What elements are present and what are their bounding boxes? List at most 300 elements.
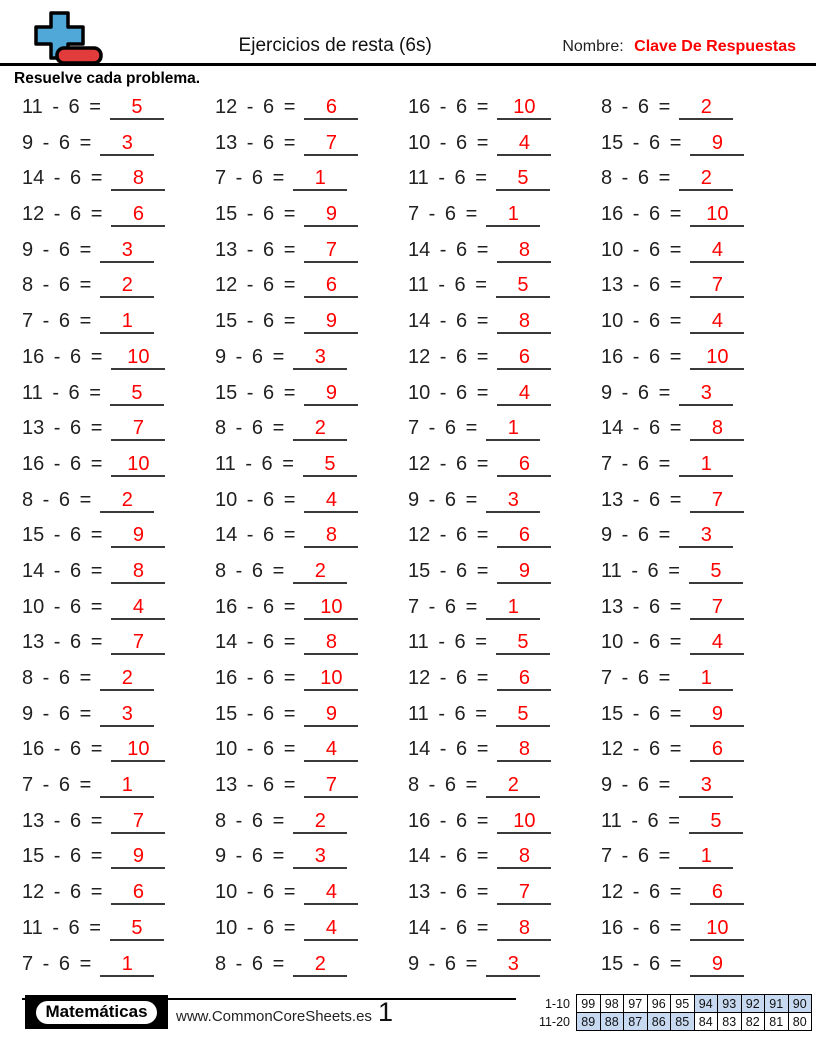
answer-blank xyxy=(497,96,551,120)
answer-value: 9 xyxy=(325,310,337,333)
answer-value: 8 xyxy=(518,916,530,939)
answer-value: 6 xyxy=(132,203,144,226)
answer-blank xyxy=(497,453,551,477)
problem-expression: 14 - 6 = xyxy=(408,738,489,761)
problem xyxy=(22,703,215,739)
answer-blank xyxy=(304,703,358,727)
page-number: 1 xyxy=(378,997,394,1027)
problem-expression: 8 - 6 = xyxy=(601,167,671,190)
answer-value: 10 xyxy=(706,203,729,226)
answer-value: 8 xyxy=(518,310,530,333)
problem-expression: 9 - 6 = xyxy=(215,345,285,368)
score-cell: 88 xyxy=(600,1013,624,1031)
answer-value: 3 xyxy=(121,702,133,725)
problem xyxy=(601,167,794,203)
problem-expression: 13 - 6 = xyxy=(22,809,103,832)
problem-expression: 11 - 6 = xyxy=(408,702,487,725)
answer-blank xyxy=(690,953,744,977)
problem xyxy=(22,203,215,239)
problem-expression: 13 - 6 = xyxy=(22,631,103,654)
problem xyxy=(601,132,794,168)
answer-blank xyxy=(111,417,165,441)
answer-value: 4 xyxy=(325,881,337,904)
answer-value: 10 xyxy=(320,667,343,689)
answer-blank xyxy=(690,132,744,156)
answer-blank xyxy=(110,382,164,406)
problem-expression: 10 - 6 = xyxy=(601,238,682,261)
problem-expression: 10 - 6 = xyxy=(215,916,296,939)
answer-value: 6 xyxy=(711,738,723,761)
problem-expression: 7 - 6 = xyxy=(601,667,671,689)
score-cell: 99 xyxy=(577,995,601,1013)
answer-value: 3 xyxy=(700,524,712,547)
answer-value: 5 xyxy=(710,809,722,832)
problem xyxy=(408,774,601,810)
problem xyxy=(408,239,601,275)
answer-blank xyxy=(486,774,540,798)
problem-expression: 10 - 6 = xyxy=(215,881,296,904)
problem xyxy=(22,810,215,846)
answer-value: 7 xyxy=(132,417,144,440)
problem-expression: 8 - 6 = xyxy=(601,96,671,118)
problem xyxy=(408,96,601,132)
answer-value: 7 xyxy=(132,809,144,832)
answer-blank xyxy=(304,917,358,941)
problem-expression: 15 - 6 = xyxy=(601,952,682,975)
problem xyxy=(408,667,601,703)
answer-blank xyxy=(497,382,551,406)
answer-blank xyxy=(690,631,744,655)
problem-expression: 16 - 6 = xyxy=(601,345,682,368)
answer-blank xyxy=(293,417,347,441)
name-label: Nombre: xyxy=(562,38,624,55)
answer-value: 5 xyxy=(517,631,529,654)
answer-blank xyxy=(497,881,551,905)
problem-expression: 16 - 6 = xyxy=(408,809,489,832)
answer-blank xyxy=(304,881,358,905)
score-cell: 96 xyxy=(647,995,671,1013)
problem-expression: 11 - 6 = xyxy=(601,809,680,832)
problem xyxy=(408,596,601,632)
answer-blank xyxy=(100,239,154,263)
problem xyxy=(601,596,794,632)
problem xyxy=(601,631,794,667)
answer-blank xyxy=(690,417,744,441)
answer-value: 7 xyxy=(325,774,337,797)
score-cell: 98 xyxy=(600,995,624,1013)
problem xyxy=(215,524,408,560)
answer-blank xyxy=(304,738,358,762)
problem xyxy=(408,953,601,989)
answer-value: 4 xyxy=(518,131,530,154)
answer-value: 5 xyxy=(131,96,143,118)
problem xyxy=(215,631,408,667)
problem-expression: 16 - 6 = xyxy=(22,452,103,475)
logo-svg xyxy=(24,10,108,66)
answer-value: 10 xyxy=(127,738,150,761)
problem-expression: 9 - 6 = xyxy=(408,488,478,511)
problem-expression: 15 - 6 = xyxy=(601,702,682,725)
answer-blank xyxy=(496,631,550,655)
answer-value: 4 xyxy=(711,631,723,654)
answer-blank xyxy=(111,810,165,834)
answer-blank xyxy=(293,560,347,584)
answer-blank xyxy=(497,738,551,762)
problem-expression: 14 - 6 = xyxy=(601,417,682,440)
problem-expression: 9 - 6 = xyxy=(22,238,92,261)
problem xyxy=(22,631,215,667)
answer-value: 2 xyxy=(507,774,519,797)
problem-expression: 8 - 6 = xyxy=(22,488,92,511)
problem-expression: 16 - 6 = xyxy=(601,203,682,226)
answer-blank xyxy=(111,881,165,905)
answer-value: 3 xyxy=(507,488,519,511)
answer-value: 1 xyxy=(121,952,133,975)
answer-blank xyxy=(690,239,744,263)
answer-blank xyxy=(110,96,164,120)
score-cell: 93 xyxy=(718,995,742,1013)
problem xyxy=(215,774,408,810)
answer-value: 2 xyxy=(121,274,133,297)
answer-blank xyxy=(497,239,551,263)
problem-expression: 16 - 6 = xyxy=(408,96,489,118)
instruction-text: Resuelve cada problema. xyxy=(14,70,201,87)
answer-blank xyxy=(100,489,154,513)
problem-expression: 8 - 6 = xyxy=(408,774,478,797)
answer-blank xyxy=(304,382,358,406)
problem-expression: 12 - 6 = xyxy=(408,345,489,368)
answer-blank xyxy=(304,489,358,513)
answer-value: 6 xyxy=(325,96,337,118)
answer-blank xyxy=(497,524,551,548)
answer-blank xyxy=(679,96,733,120)
problem xyxy=(408,310,601,346)
answer-blank xyxy=(304,274,358,298)
problem-expression: 16 - 6 = xyxy=(22,738,103,761)
problem-expression: 10 - 6 = xyxy=(22,595,103,618)
answer-blank xyxy=(304,310,358,334)
answer-value: 10 xyxy=(706,916,729,939)
problem-expression: 13 - 6 = xyxy=(408,881,489,904)
problem-expression: 7 - 6 = xyxy=(601,845,671,868)
answer-blank xyxy=(496,167,550,191)
score-cell: 82 xyxy=(741,1013,765,1031)
problem-expression: 11 - 6 = xyxy=(22,96,101,118)
problem xyxy=(22,738,215,774)
page-title: Ejercicios de resta (6s) xyxy=(238,35,432,56)
problem-expression: 13 - 6 = xyxy=(22,417,103,440)
answer-value: 9 xyxy=(325,381,337,404)
answer-value: 9 xyxy=(711,702,723,725)
problem-expression: 14 - 6 = xyxy=(22,167,103,190)
answer-value: 1 xyxy=(507,203,519,226)
answer-value: 7 xyxy=(325,131,337,154)
problem xyxy=(601,917,794,953)
problem-expression: 7 - 6 = xyxy=(601,452,671,475)
answer-blank xyxy=(497,810,551,834)
problem-expression: 9 - 6 = xyxy=(215,845,285,868)
answer-value: 10 xyxy=(513,96,536,118)
name-value: Clave De Respuestas xyxy=(634,38,796,55)
problem-expression: 9 - 6 = xyxy=(22,131,92,154)
problem xyxy=(408,703,601,739)
problem xyxy=(22,560,215,596)
answer-value: 9 xyxy=(132,524,144,547)
score-row-label: 11-20 xyxy=(538,1014,570,1029)
problem xyxy=(408,845,601,881)
answer-blank xyxy=(690,703,744,727)
problem-expression: 12 - 6 = xyxy=(408,667,489,689)
answer-value: 5 xyxy=(517,274,529,297)
answer-value: 4 xyxy=(325,916,337,939)
answer-blank xyxy=(304,667,358,691)
answer-value: 4 xyxy=(325,488,337,511)
problem xyxy=(22,774,215,810)
answer-value: 7 xyxy=(711,274,723,297)
problem-expression: 15 - 6 = xyxy=(601,131,682,154)
answer-value: 8 xyxy=(132,559,144,582)
score-cell: 97 xyxy=(624,995,648,1013)
answer-value: 9 xyxy=(325,203,337,226)
answer-value: 4 xyxy=(518,381,530,404)
score-table-body xyxy=(535,995,812,1031)
answer-value: 8 xyxy=(518,738,530,761)
problem-expression: 15 - 6 = xyxy=(215,381,296,404)
problem-expression: 16 - 6 = xyxy=(601,916,682,939)
problem-expression: 7 - 6 = xyxy=(22,952,92,975)
answer-value: 8 xyxy=(711,417,723,440)
problem xyxy=(601,453,794,489)
answer-blank xyxy=(293,953,347,977)
problem xyxy=(22,274,215,310)
answer-value: 3 xyxy=(121,238,133,261)
answer-blank xyxy=(690,489,744,513)
answer-blank xyxy=(111,524,165,548)
name-area xyxy=(562,38,796,59)
answer-value: 9 xyxy=(711,952,723,975)
problem-expression: 7 - 6 = xyxy=(408,595,478,618)
problem-expression: 12 - 6 = xyxy=(601,738,682,761)
problem xyxy=(215,881,408,917)
answer-blank xyxy=(690,203,744,227)
answer-blank xyxy=(486,953,540,977)
score-cell: 80 xyxy=(788,1013,812,1031)
answer-blank xyxy=(679,774,733,798)
problem xyxy=(215,346,408,382)
problem-expression: 11 - 6 = xyxy=(408,631,487,654)
problem xyxy=(408,489,601,525)
problem xyxy=(22,96,215,132)
answer-value: 7 xyxy=(132,631,144,654)
problem xyxy=(22,596,215,632)
answer-value: 1 xyxy=(314,167,326,190)
problem-expression: 10 - 6 = xyxy=(408,381,489,404)
problem xyxy=(215,310,408,346)
problem-expression: 8 - 6 = xyxy=(215,559,285,582)
problem-expression: 14 - 6 = xyxy=(408,845,489,868)
problem-expression: 11 - 6 = xyxy=(408,167,487,190)
score-cell: 81 xyxy=(765,1013,789,1031)
answer-blank xyxy=(111,596,165,620)
answer-blank xyxy=(497,560,551,584)
answer-value: 3 xyxy=(121,131,133,154)
answer-blank xyxy=(690,917,744,941)
problem xyxy=(215,489,408,525)
score-cell: 85 xyxy=(671,1013,695,1031)
answer-blank xyxy=(679,167,733,191)
problem xyxy=(215,239,408,275)
answer-value: 6 xyxy=(518,524,530,547)
problem-expression: 12 - 6 = xyxy=(22,203,103,226)
problem xyxy=(215,274,408,310)
score-cell: 95 xyxy=(671,995,695,1013)
problem-expression: 10 - 6 = xyxy=(215,488,296,511)
answer-blank xyxy=(293,167,347,191)
problem xyxy=(215,953,408,989)
answer-value: 9 xyxy=(132,845,144,868)
answer-value: 1 xyxy=(507,417,519,440)
problem xyxy=(408,167,601,203)
problem xyxy=(601,774,794,810)
answer-blank xyxy=(690,274,744,298)
answer-value: 6 xyxy=(518,345,530,368)
problem-expression: 14 - 6 = xyxy=(408,916,489,939)
answer-value: 3 xyxy=(700,381,712,404)
answer-blank xyxy=(100,132,154,156)
answer-value: 3 xyxy=(314,845,326,868)
answer-value: 5 xyxy=(517,167,529,190)
problem xyxy=(601,810,794,846)
problem xyxy=(215,382,408,418)
answer-value: 8 xyxy=(132,167,144,190)
problem-expression: 10 - 6 = xyxy=(601,631,682,654)
answer-value: 5 xyxy=(131,916,143,939)
answer-blank xyxy=(100,274,154,298)
score-table xyxy=(535,994,813,1031)
problem xyxy=(22,917,215,953)
problem xyxy=(408,524,601,560)
answer-blank xyxy=(486,417,540,441)
problem-expression: 10 - 6 = xyxy=(601,310,682,333)
answer-blank xyxy=(496,274,550,298)
answer-value: 2 xyxy=(314,559,326,582)
problem xyxy=(601,667,794,703)
problem-expression: 9 - 6 = xyxy=(601,774,671,797)
problem xyxy=(601,738,794,774)
answer-blank xyxy=(293,346,347,370)
answer-blank xyxy=(690,738,744,762)
problem-expression: 9 - 6 = xyxy=(601,381,671,404)
problem xyxy=(22,489,215,525)
answer-blank xyxy=(111,738,165,762)
problem-expression: 13 - 6 = xyxy=(215,238,296,261)
problem-expression: 8 - 6 = xyxy=(22,667,92,689)
answer-value: 9 xyxy=(518,559,530,582)
problem-expression: 7 - 6 = xyxy=(22,774,92,797)
problem-expression: 15 - 6 = xyxy=(22,845,103,868)
problem xyxy=(215,667,408,703)
answer-value: 2 xyxy=(700,167,712,190)
answer-value: 6 xyxy=(711,881,723,904)
answer-value: 8 xyxy=(325,631,337,654)
answer-blank xyxy=(679,667,733,691)
problem xyxy=(601,382,794,418)
problem-expression: 11 - 6 = xyxy=(22,381,101,404)
problem-expression: 12 - 6 = xyxy=(408,452,489,475)
answer-value: 6 xyxy=(518,667,530,689)
answer-blank xyxy=(293,810,347,834)
problem-expression: 9 - 6 = xyxy=(408,952,478,975)
answer-value: 2 xyxy=(314,952,326,975)
problem-expression: 13 - 6 = xyxy=(601,274,682,297)
answer-value: 2 xyxy=(700,96,712,118)
answer-blank xyxy=(497,310,551,334)
answer-value: 6 xyxy=(325,274,337,297)
problem-expression: 7 - 6 = xyxy=(215,167,285,190)
answer-value: 5 xyxy=(517,702,529,725)
answer-value: 5 xyxy=(131,381,143,404)
answer-value: 3 xyxy=(507,952,519,975)
answer-blank xyxy=(690,881,744,905)
answer-blank xyxy=(497,917,551,941)
problem xyxy=(601,524,794,560)
answer-blank xyxy=(111,845,165,869)
problem xyxy=(215,810,408,846)
problem-expression: 14 - 6 = xyxy=(215,524,296,547)
problem-expression: 16 - 6 = xyxy=(215,667,296,689)
score-row-label: 1-10 xyxy=(544,996,570,1011)
brand-badge xyxy=(25,995,168,1029)
problem xyxy=(22,346,215,382)
answer-blank xyxy=(293,845,347,869)
answer-value: 6 xyxy=(132,881,144,904)
problem xyxy=(22,167,215,203)
answer-value: 1 xyxy=(121,310,133,333)
score-cell: 86 xyxy=(647,1013,671,1031)
answer-blank xyxy=(497,845,551,869)
problem xyxy=(22,239,215,275)
problem xyxy=(408,810,601,846)
plus-minus-logo-icon xyxy=(24,10,108,66)
answer-blank xyxy=(111,560,165,584)
problem-expression: 14 - 6 = xyxy=(215,631,296,654)
answer-blank xyxy=(679,453,733,477)
answer-value: 10 xyxy=(513,809,536,832)
answer-blank xyxy=(679,524,733,548)
problem-expression: 11 - 6 = xyxy=(408,274,487,297)
answer-blank xyxy=(486,596,540,620)
answer-value: 8 xyxy=(518,845,530,868)
answer-blank xyxy=(111,203,165,227)
answer-value: 1 xyxy=(121,774,133,797)
problem xyxy=(215,167,408,203)
answer-blank xyxy=(100,774,154,798)
answer-value: 7 xyxy=(325,238,337,261)
header xyxy=(0,0,816,66)
answer-value: 8 xyxy=(325,524,337,547)
answer-value: 1 xyxy=(700,452,712,475)
problem-expression: 8 - 6 = xyxy=(22,274,92,297)
answer-value: 10 xyxy=(127,345,150,368)
problem xyxy=(408,560,601,596)
answer-value: 10 xyxy=(706,345,729,368)
score-cell: 91 xyxy=(765,995,789,1013)
problem-expression: 12 - 6 = xyxy=(408,524,489,547)
answer-blank xyxy=(690,596,744,620)
answer-value: 4 xyxy=(325,738,337,761)
answer-blank xyxy=(497,667,551,691)
answer-value: 9 xyxy=(325,702,337,725)
